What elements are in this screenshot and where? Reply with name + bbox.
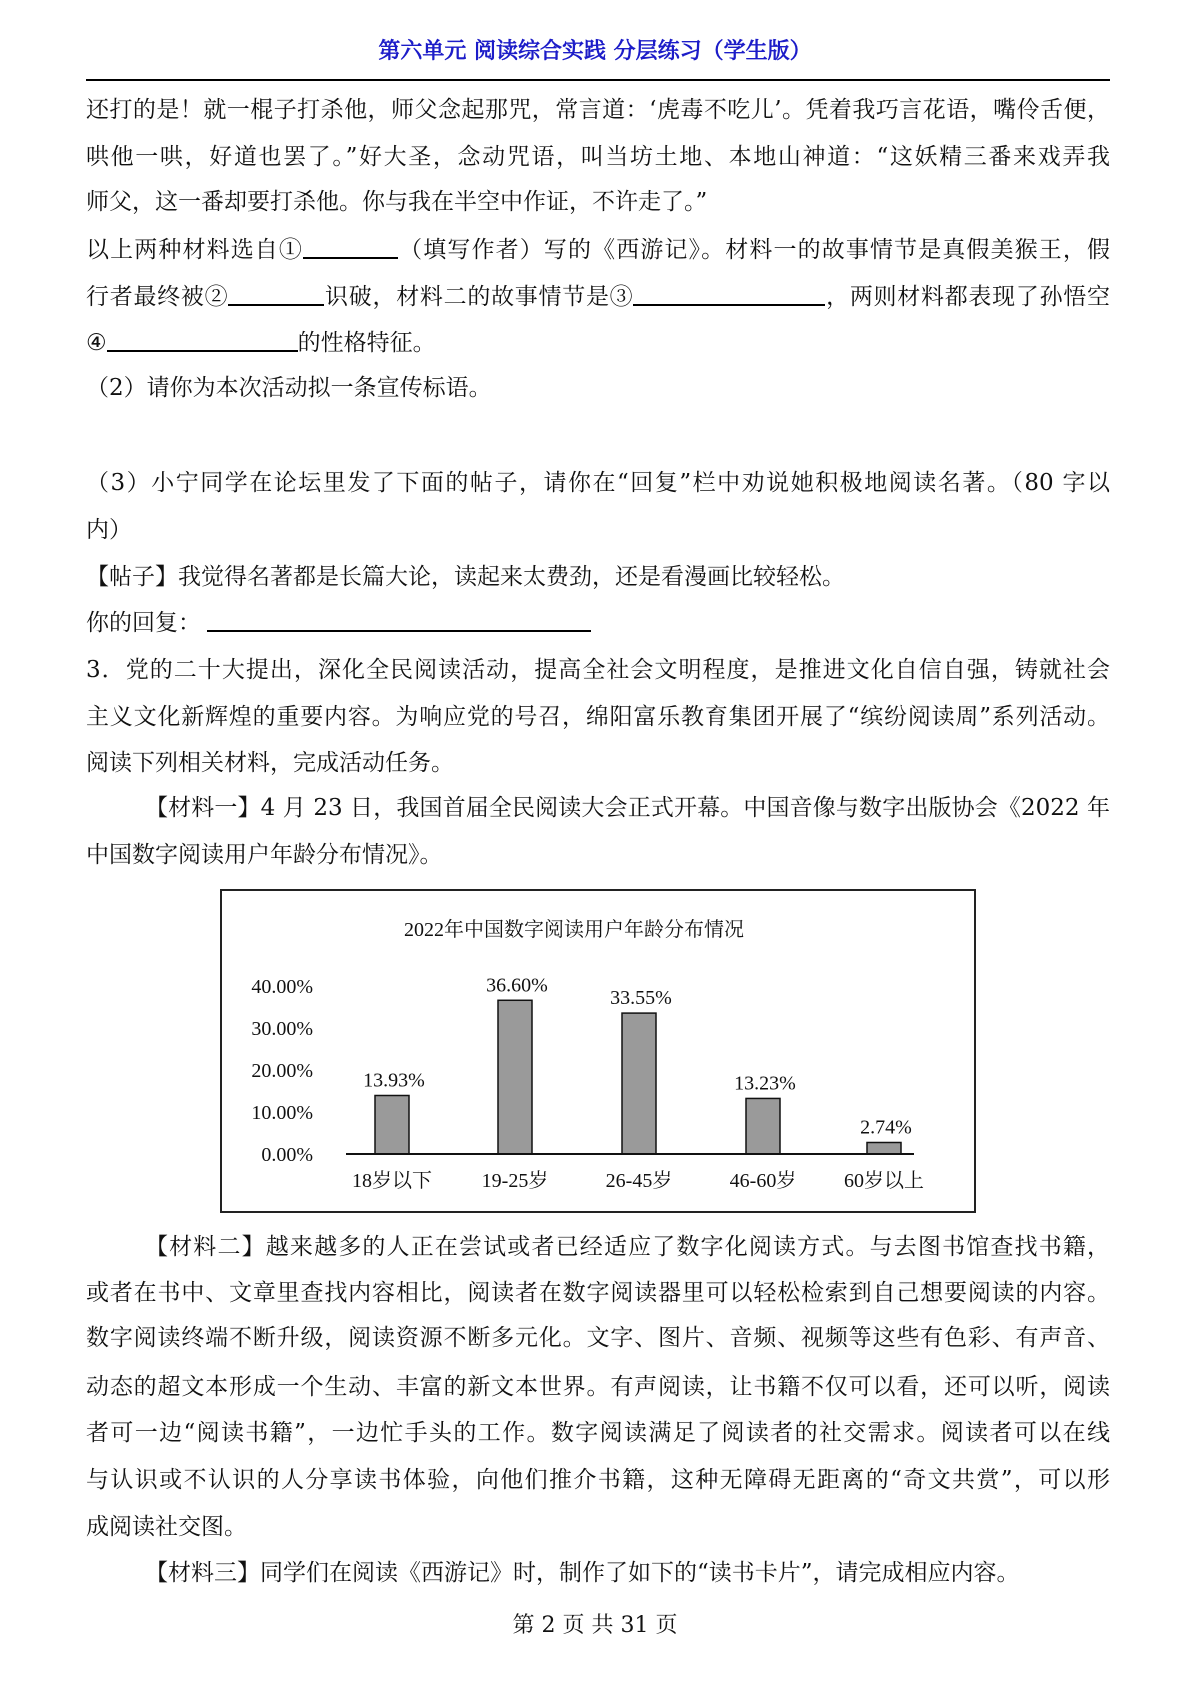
fill-line-3	[86, 328, 1110, 358]
reply-blank[interactable]	[207, 608, 591, 632]
blank-1-author[interactable]	[303, 235, 398, 259]
text-line: 师父，这一番却要打杀他。你与我在半空中作证，不许走了。”	[86, 189, 708, 215]
text: （填写作者）写的《西游记》。材料一的故事情节是真假美猴王，假	[398, 237, 1111, 263]
bar-46-60岁	[746, 1098, 780, 1154]
text-line: 哄他一哄，好道也罢了。”好大圣，念动咒语，叫当坊土地、本地山神道：“这妖精三番来戏弄我	[86, 144, 1110, 170]
text-line: 内）	[86, 517, 132, 543]
text-line: 主义文化新辉煌的重要内容。为响应党的号召，绵阳富乐教育集团开展了“缤纷阅读周”系列活动。	[86, 704, 1110, 730]
x-tick-label: 19-25岁	[481, 1170, 549, 1192]
y-tick-label: 10.00%	[251, 1102, 313, 1124]
data-label: 33.55%	[610, 987, 672, 1010]
text: 的性格特征。	[297, 330, 436, 356]
text-line: 还打的是！就一棍子打杀他，师父念起那咒，常言道：‘虎毒不吃儿’。凭着我巧言花语，嘴伶舌便，	[86, 97, 1110, 123]
age-distribution-chart	[220, 889, 976, 1213]
reply-label: 你的回复：	[86, 610, 201, 636]
question-3-intro: 3．党的二十大提出，深化全民阅读活动，提高全社会文明程度，是推进文化自信自强，铸就社会	[86, 657, 1110, 683]
y-tick-label: 20.00%	[251, 1060, 313, 1082]
text-line: 与认识或不认识的人分享读书体验，向他们推介书籍，这种无障碍无距离的“奇文共赏”，可以形	[86, 1467, 1110, 1493]
data-label: 36.60%	[486, 974, 548, 997]
question-2: （2）请你为本次活动拟一条宣传标语。	[86, 375, 492, 401]
bar-19-25岁	[498, 1000, 532, 1154]
fill-line-1	[86, 235, 1110, 265]
bar-60岁以上	[867, 1142, 901, 1154]
material-1: 【材料一】4 月 23 日，我国首届全民阅读大会正式开幕。中国音像与数字出版协会《2022 年	[145, 795, 1110, 821]
fill-line-2	[86, 282, 1110, 312]
post-text: 【帖子】我觉得名著都是长篇大论，读起来太费劲，还是看漫画比较轻松。	[86, 564, 845, 590]
text: 以上两种材料选自①	[86, 237, 304, 263]
y-tick-label: 0.00%	[261, 1144, 313, 1166]
page-header-title: 第六单元 阅读综合实践 分层练习（学生版）	[378, 39, 812, 64]
text-line: 阅读下列相关材料，完成活动任务。	[86, 750, 454, 776]
bar-26-45岁	[622, 1013, 656, 1154]
data-label: 2.74%	[860, 1116, 912, 1139]
page-number: 第 2 页 共 31 页	[512, 1613, 678, 1638]
blank-4[interactable]	[107, 328, 298, 352]
y-tick-label: 30.00%	[251, 1018, 313, 1040]
data-label: 13.93%	[363, 1069, 425, 1092]
x-tick-label: 18岁以下	[352, 1170, 432, 1192]
blank-3[interactable]	[633, 282, 825, 306]
text-line: 中国数字阅读用户年龄分布情况》。	[86, 842, 443, 868]
text: ④	[86, 330, 107, 356]
text-line: 数字阅读终端不断升级，阅读资源不断多元化。文字、图片、音频、视频等这些有色彩、有声音、	[86, 1325, 1110, 1351]
text-line: 成阅读社交图。	[86, 1514, 247, 1540]
data-label: 13.23%	[734, 1072, 796, 1095]
question-3: （3）小宁同学在论坛里发了下面的帖子，请你在“回复”栏中劝说她积极地阅读名著。（80 字以	[86, 470, 1110, 496]
text-line: 者可一边“阅读书籍”，一边忙手头的工作。数字阅读满足了阅读者的社交需求。阅读者可以在线	[86, 1420, 1110, 1446]
text: 行者最终被②	[86, 284, 229, 310]
chart-canvas	[222, 891, 974, 1211]
material-2: 【材料二】越来越多的人正在尝试或者已经适应了数字化阅读方式。与去图书馆查找书籍，	[145, 1234, 1110, 1260]
text-line: 或者在书中、文章里查找内容相比，阅读者在数字阅读器里可以轻松检索到自己想要阅读的内容。	[86, 1280, 1110, 1306]
x-tick-label: 46-60岁	[729, 1170, 797, 1192]
bar-18岁以下	[375, 1095, 409, 1154]
text: 识破，材料二的故事情节是③	[324, 284, 634, 310]
blank-2[interactable]	[228, 282, 324, 306]
text-line: 动态的超文本形成一个生动、丰富的新文本世界。有声阅读，让书籍不仅可以看，还可以听，阅读	[86, 1374, 1110, 1400]
x-tick-label: 60岁以上	[844, 1170, 924, 1192]
header-divider	[86, 79, 1110, 81]
x-tick-label: 26-45岁	[605, 1170, 673, 1192]
y-tick-label: 40.00%	[251, 976, 313, 998]
reply-line	[86, 608, 1110, 638]
chart-title: 2022年中国数字阅读用户年龄分布情况	[404, 919, 744, 941]
material-3: 【材料三】同学们在阅读《西游记》时，制作了如下的“读书卡片”，请完成相应内容。	[145, 1560, 1020, 1586]
text: ，两则材料都表现了孙悟空	[825, 284, 1110, 310]
